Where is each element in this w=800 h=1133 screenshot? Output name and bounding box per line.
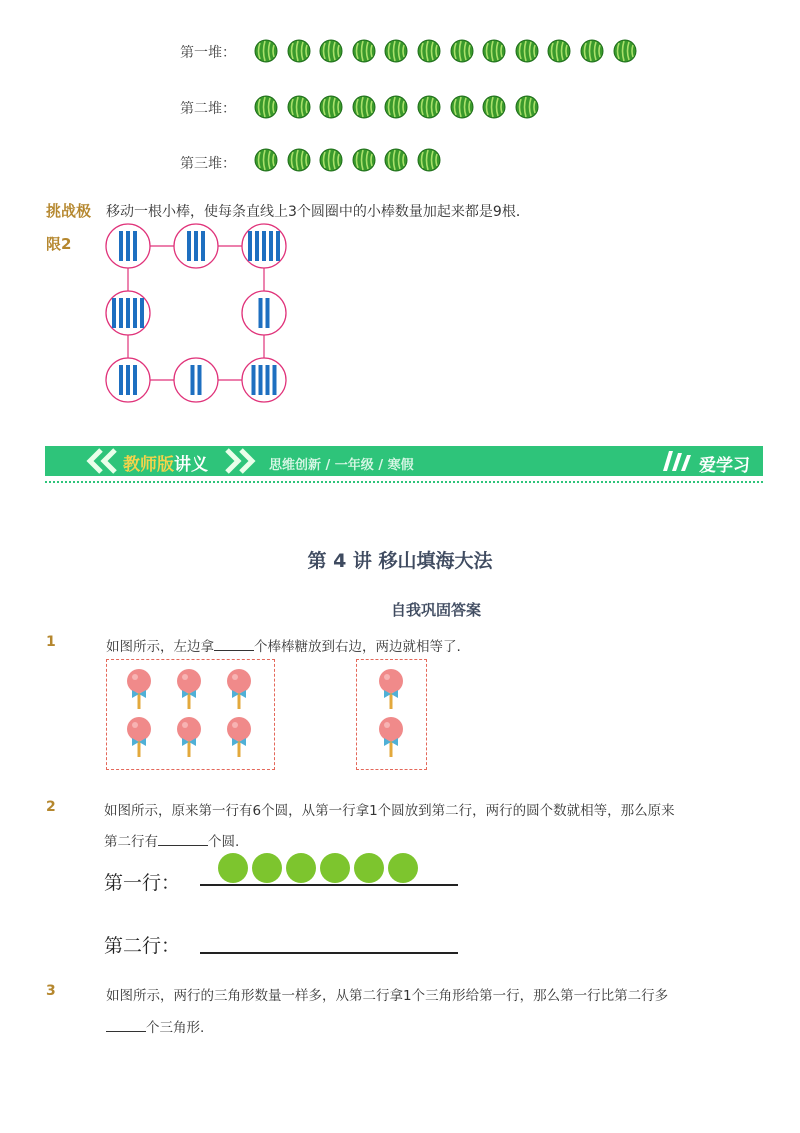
pile-3-melons <box>254 148 441 172</box>
double-chevron-left-icon <box>85 448 121 474</box>
watermelon-icon <box>352 39 376 63</box>
question-1-text <box>106 635 461 655</box>
lollipop-icon <box>377 668 405 710</box>
brand-name: 爱学习 <box>699 456 750 476</box>
stick-circle-bottom-left <box>106 358 150 402</box>
green-circle <box>286 853 316 883</box>
stick <box>255 231 259 261</box>
challenge-label: 挑战极 <box>46 202 92 220</box>
watermelon-icon <box>319 95 343 119</box>
stick <box>259 298 263 328</box>
watermelon-icon <box>482 95 506 119</box>
stick <box>269 231 273 261</box>
stick <box>119 231 123 261</box>
challenge-text: 移动一根小棒，使每条直线上3个圆圈中的小棒数量加起来都是9根． <box>106 204 530 220</box>
row2-line <box>200 952 458 954</box>
watermelon-icon <box>287 39 311 63</box>
watermelon-icon <box>450 95 474 119</box>
watermelon-icon <box>319 39 343 63</box>
banner-divider <box>45 481 763 483</box>
watermelon-icon <box>384 148 408 172</box>
stick-circle-middle-left <box>106 291 150 335</box>
lesson-subtitle: 自我巩固答案 <box>391 601 482 619</box>
stick <box>126 298 130 328</box>
stick <box>252 365 256 395</box>
green-circle <box>218 853 248 883</box>
lollipop-icon <box>175 716 203 758</box>
question-2-line1: 如图所示，原来第一行有6个圆，从第一行拿1个圆放到第二行，两行的圆个数就相等，那么原来 <box>104 803 675 819</box>
watermelon-icon <box>515 95 539 119</box>
banner-title-part1: 教师版 <box>123 455 174 475</box>
stick-circle-bottom-right <box>242 358 286 402</box>
watermelon-icon <box>417 95 441 119</box>
row1-line <box>200 884 458 886</box>
left-lollipop-box <box>106 659 275 770</box>
question-1-number: 1 <box>46 634 56 650</box>
row1-label: 第一行： <box>104 872 181 894</box>
stick <box>133 365 137 395</box>
pile-label-1: 第一堆： <box>180 45 236 61</box>
question-2-number: 2 <box>46 799 56 815</box>
row2-label: 第二行： <box>104 935 181 957</box>
q3-text-after: 个三角形. <box>146 1020 205 1036</box>
pile-label-2: 第二堆： <box>180 101 236 117</box>
question-3-number: 3 <box>46 983 56 999</box>
watermelon-icon <box>287 95 311 119</box>
watermelon-icon <box>515 39 539 63</box>
pile-2-melons <box>254 95 539 119</box>
stick <box>119 365 123 395</box>
stick <box>266 298 270 328</box>
watermelon-icon <box>580 39 604 63</box>
stick-circle-top-right <box>242 224 286 268</box>
stick <box>191 365 195 395</box>
stick <box>201 231 205 261</box>
stick <box>273 365 277 395</box>
watermelon-icon <box>287 148 311 172</box>
banner-title-part2: 讲义 <box>174 455 208 475</box>
watermelon-icon <box>547 39 571 63</box>
stick <box>140 298 144 328</box>
row1-circles <box>218 853 418 883</box>
lollipop-icon <box>225 668 253 710</box>
stick-circle-top-left <box>106 224 150 268</box>
lesson-title <box>0 546 800 573</box>
lollipop-icon <box>377 716 405 758</box>
stick <box>187 231 191 261</box>
stick <box>276 231 280 261</box>
watermelon-icon <box>384 95 408 119</box>
green-circle <box>320 853 350 883</box>
lesson-title-text: 第 4 讲 移山填海大法 <box>307 550 493 572</box>
stick <box>126 231 130 261</box>
q3-answer-blank[interactable] <box>106 1017 146 1032</box>
question-3-line1: 如图所示，两行的三角形数量一样多，从第二行拿1个三角形给第一行，那么第一行比第二行多 <box>106 988 669 1004</box>
stick <box>262 231 266 261</box>
q2-answer-blank[interactable] <box>158 831 208 846</box>
lollipop-icon <box>175 668 203 710</box>
watermelon-icon <box>482 39 506 63</box>
green-circle <box>388 853 418 883</box>
banner-title <box>123 450 208 475</box>
watermelon-icon <box>319 148 343 172</box>
banner-subtitle: 思维创新 / 一年级 / 寒假 <box>269 458 414 473</box>
stick <box>259 365 263 395</box>
brand-logo-icon <box>661 449 697 473</box>
q1-answer-blank[interactable] <box>214 636 254 651</box>
stick <box>248 231 252 261</box>
stick <box>119 298 123 328</box>
green-circle <box>252 853 282 883</box>
green-circle <box>354 853 384 883</box>
q1-text-before: 如图所示，左边拿 <box>106 639 214 655</box>
stick-circle-middle-right <box>242 291 286 335</box>
watermelon-icon <box>352 148 376 172</box>
stick <box>133 231 137 261</box>
q2-text-after: 个圆. <box>208 834 240 850</box>
stick <box>194 231 198 261</box>
question-2-line2 <box>104 830 239 850</box>
watermelon-icon <box>384 39 408 63</box>
lollipop-icon <box>125 668 153 710</box>
lollipop-icon <box>125 716 153 758</box>
watermelon-icon <box>254 39 278 63</box>
pile-1-melons <box>254 39 637 63</box>
stick <box>133 298 137 328</box>
watermelon-icon <box>352 95 376 119</box>
question-3-line2 <box>106 1016 204 1036</box>
stick <box>198 365 202 395</box>
watermelon-icon <box>417 39 441 63</box>
watermelon-icon <box>254 95 278 119</box>
right-lollipop-box <box>356 659 427 770</box>
stick <box>112 298 116 328</box>
header-banner <box>45 446 763 476</box>
watermelon-icon <box>613 39 637 63</box>
stick <box>126 365 130 395</box>
pile-label-3: 第三堆： <box>180 156 236 172</box>
lollipop-icon <box>225 716 253 758</box>
stick-circle-diagram <box>100 220 290 405</box>
watermelon-icon <box>450 39 474 63</box>
double-chevron-right-icon <box>221 448 257 474</box>
q2-text-before: 第二行有 <box>104 834 158 850</box>
challenge-label-2: 限2 <box>46 235 72 253</box>
watermelon-icon <box>254 148 278 172</box>
stick <box>266 365 270 395</box>
stick-circle-bottom-middle <box>174 358 218 402</box>
stick-circle-top-middle <box>174 224 218 268</box>
q1-text-after: 个棒棒糖放到右边，两边就相等了. <box>254 639 461 655</box>
watermelon-icon <box>417 148 441 172</box>
